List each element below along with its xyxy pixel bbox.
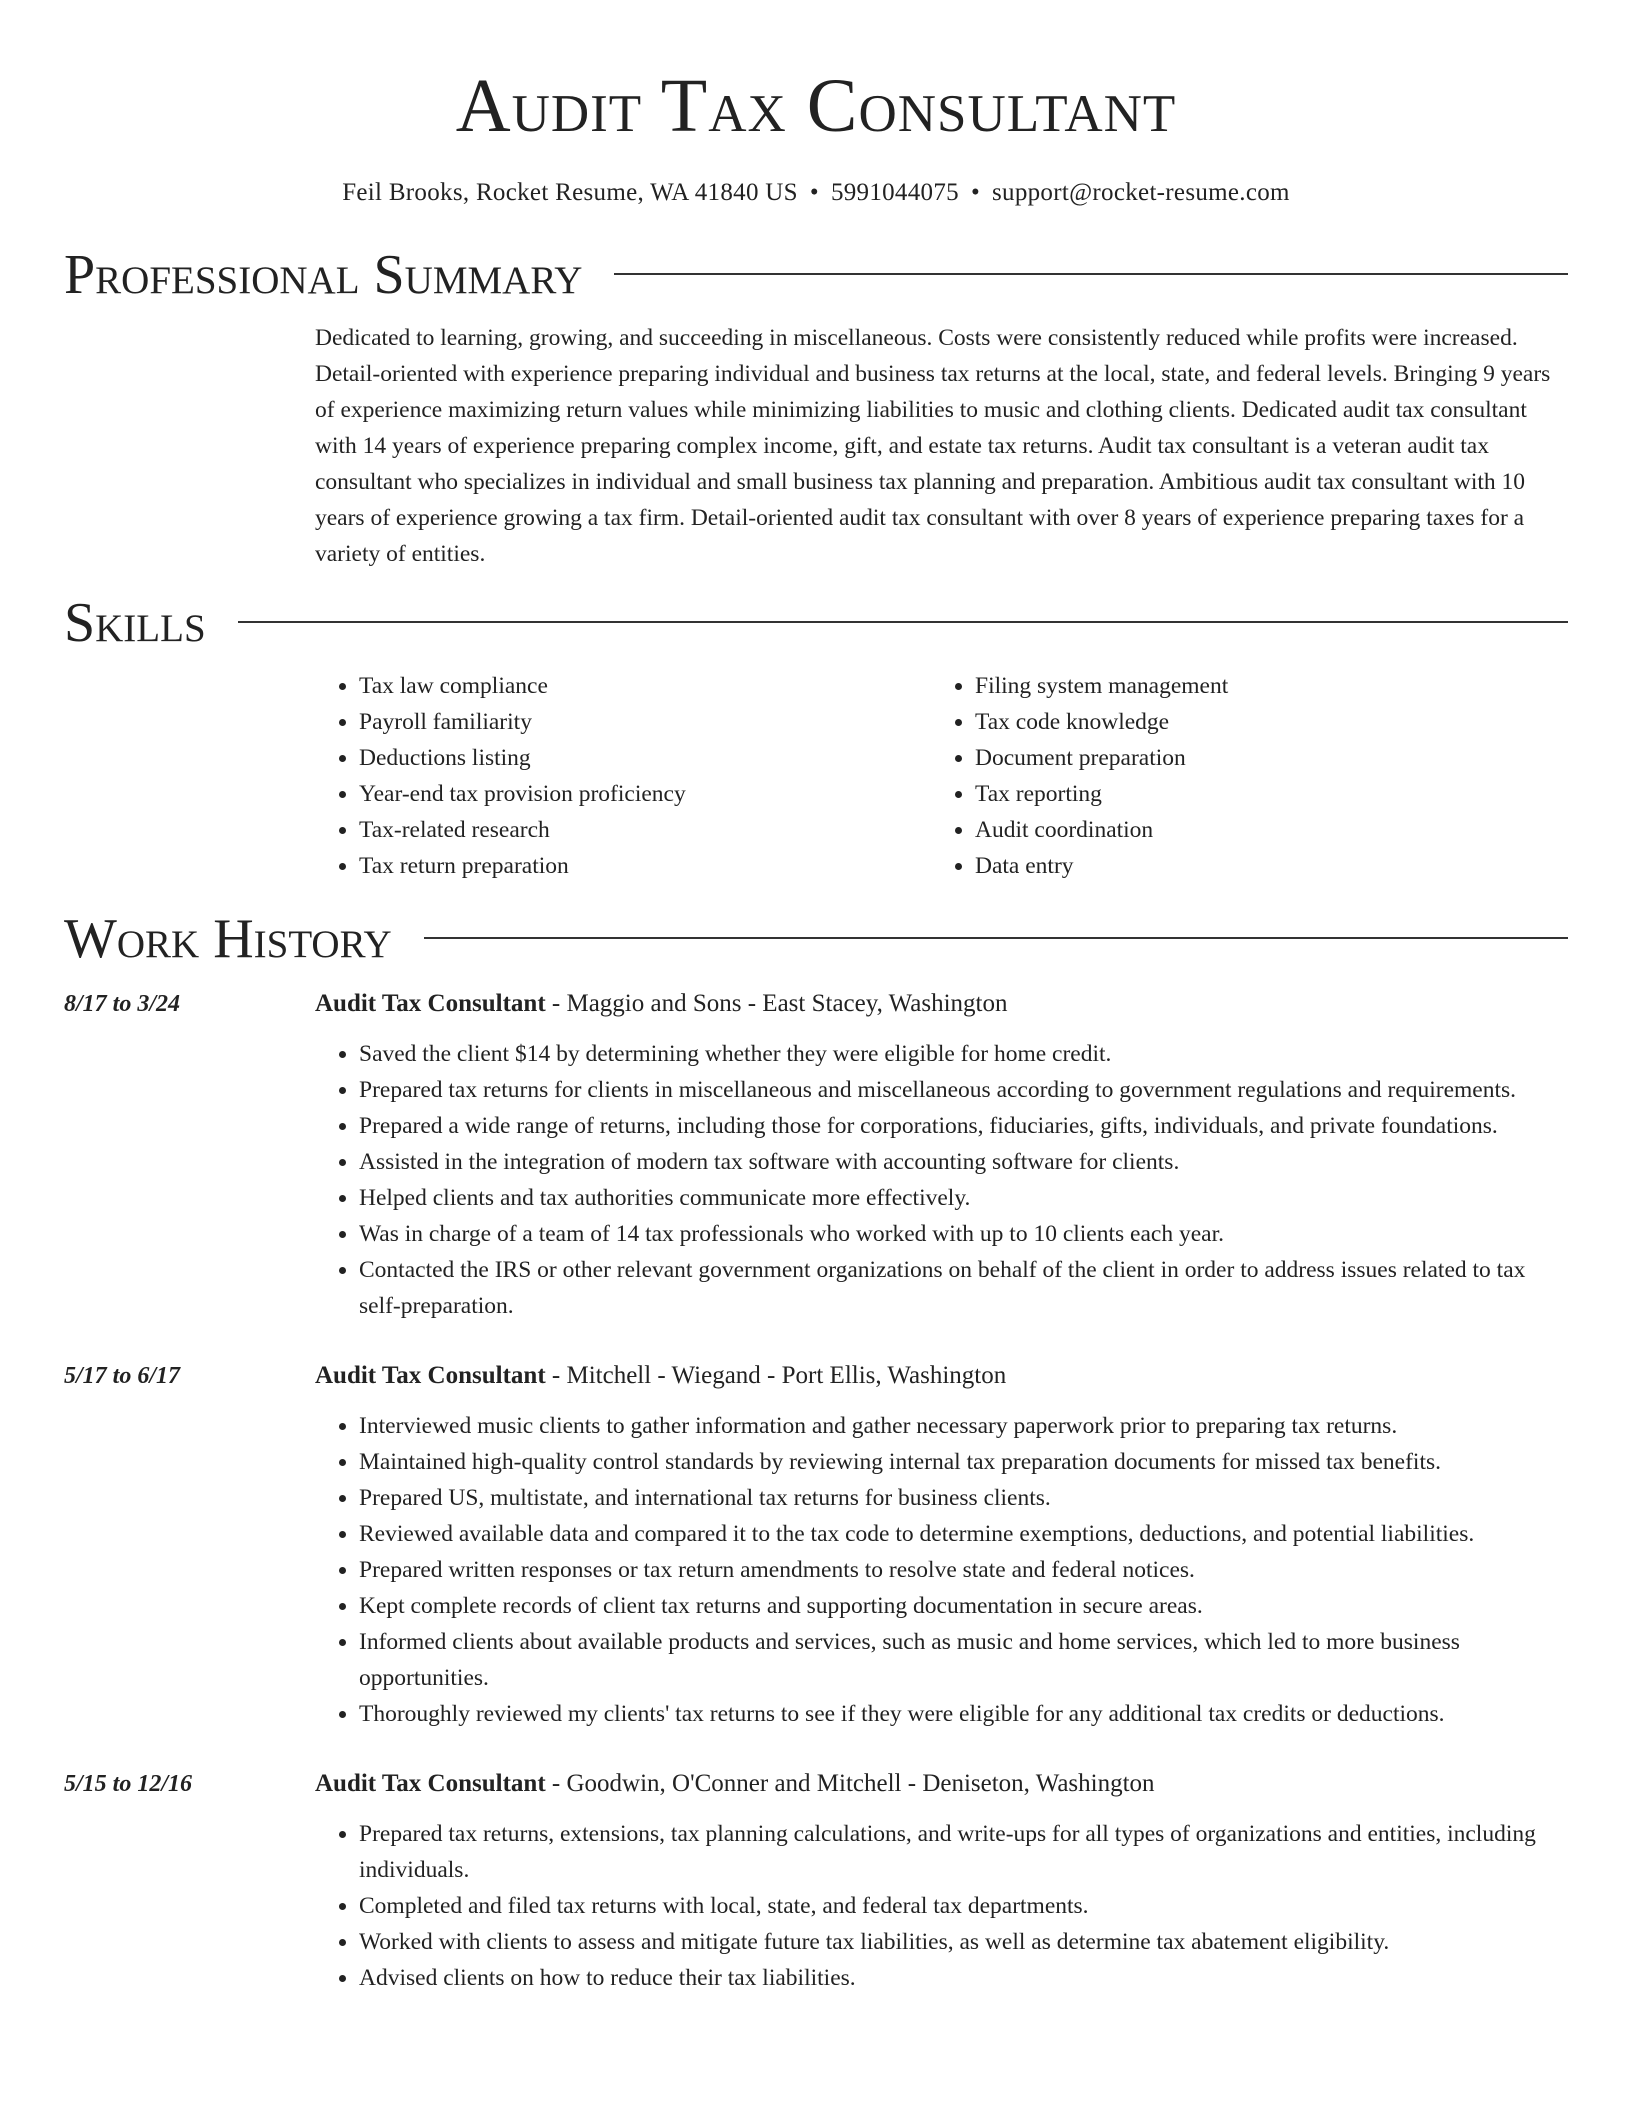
skill-item: • Document preparation bbox=[975, 740, 1547, 776]
summary-body bbox=[315, 320, 1568, 572]
job-bullet: • Interviewed music clients to gather information and gather necessary paperwork prior to preparing tax returns. bbox=[359, 1408, 1568, 1444]
job-bullets bbox=[315, 1036, 1568, 1324]
contact-separator: • bbox=[809, 179, 819, 206]
job-dates: 5/15 to 12/16 bbox=[64, 1771, 193, 1797]
skills-column-right bbox=[931, 668, 1547, 884]
job-bullet: • Thoroughly reviewed my clients' tax returns to see if they were eligible for any additional tax credits or deductions. bbox=[359, 1696, 1568, 1732]
job-entry bbox=[64, 1358, 1568, 1732]
skill-item: • Filing system management bbox=[975, 668, 1547, 704]
section-divider bbox=[238, 621, 1568, 623]
contact-phone: 5991044075 bbox=[830, 179, 959, 206]
job-header bbox=[64, 1358, 1568, 1394]
section-divider bbox=[424, 937, 1568, 939]
skills-heading: Skills bbox=[64, 592, 206, 654]
job-dates: 5/17 to 6/17 bbox=[64, 1363, 181, 1389]
job-header bbox=[64, 1766, 1568, 1802]
skill-item: • Tax-related research bbox=[359, 812, 931, 848]
job-bullet: • Saved the client $14 by determining whether they were eligible for home credit. bbox=[359, 1036, 1568, 1072]
job-header bbox=[64, 986, 1568, 1022]
job-bullet: • Prepared tax returns for clients in miscellaneous and miscellaneous according to government regulations and requirements. bbox=[359, 1072, 1568, 1108]
skills-column-left bbox=[315, 668, 931, 884]
job-bullet: • Prepared US, multistate, and international tax returns for business clients. bbox=[359, 1480, 1568, 1516]
job-entry bbox=[64, 1766, 1568, 1996]
job-bullet: • Informed clients about available products and services, such as music and home services, which led to more business opportunities. bbox=[359, 1624, 1568, 1696]
job-role: Audit Tax Consultant bbox=[315, 1362, 546, 1389]
skill-item: • Tax return preparation bbox=[359, 848, 931, 884]
summary-text: Dedicated to learning, growing, and succeeding in miscellaneous. Costs were consistently reduced while profits were increased. Detail-oriented with experience preparing individual and business tax returns at the local, state, and federal levels. Bringing 9 years of experience maximizing return values while minimizing liabilities to music and clothing clients. Dedicated audit tax consultant with 14 years of experience preparing complex income, gift, and estate tax returns. Audit tax consultant is a veteran audit tax consultant who specializes in individual and small business tax planning and preparation. Ambitious audit tax consultant with 10 years of experience growing a tax firm. Detail-oriented audit tax consultant with over 8 years of experience preparing taxes for a variety of entities. bbox=[315, 325, 1551, 567]
job-bullet: • Reviewed available data and compared it to the tax code to determine exemptions, deductions, and potential liabilities. bbox=[359, 1516, 1568, 1552]
resume-title: Audit Tax Consultant bbox=[455, 64, 1177, 148]
job-bullet: • Was in charge of a team of 14 tax professionals who worked with up to 10 clients each year. bbox=[359, 1216, 1568, 1252]
skill-item: • Tax code knowledge bbox=[975, 704, 1547, 740]
summary-heading: Professional Summary bbox=[64, 244, 583, 306]
job-employer: - Goodwin, O'Conner and Mitchell - Deniseton, Washington bbox=[545, 1770, 1155, 1797]
job-role: Audit Tax Consultant bbox=[315, 1770, 546, 1797]
skill-item: • Data entry bbox=[975, 848, 1547, 884]
job-bullets bbox=[315, 1408, 1568, 1732]
skill-item: • Year-end tax provision proficiency bbox=[359, 776, 931, 812]
job-title-line bbox=[315, 1766, 1155, 1802]
resume-page bbox=[64, 0, 1568, 1996]
job-employer: - Mitchell - Wiegand - Port Ellis, Washington bbox=[545, 1362, 1007, 1389]
job-dates: 8/17 to 3/24 bbox=[64, 991, 181, 1017]
job-title-line bbox=[315, 986, 1007, 1022]
contact-line bbox=[64, 176, 1568, 210]
job-bullet: • Completed and filed tax returns with local, state, and federal tax departments. bbox=[359, 1888, 1568, 1924]
job-bullet: • Kept complete records of client tax returns and supporting documentation in secure areas. bbox=[359, 1588, 1568, 1624]
job-bullet: • Assisted in the integration of modern tax software with accounting software for clients. bbox=[359, 1144, 1568, 1180]
job-employer: - Maggio and Sons - East Stacey, Washington bbox=[545, 990, 1008, 1017]
work-heading: Work History bbox=[64, 908, 392, 970]
skill-item: • Deductions listing bbox=[359, 740, 931, 776]
section-divider bbox=[614, 273, 1568, 275]
skills-list bbox=[315, 668, 1568, 884]
job-role: Audit Tax Consultant bbox=[315, 990, 546, 1017]
job-entry bbox=[64, 986, 1568, 1324]
work-section-header bbox=[64, 908, 1568, 970]
job-bullet: • Advised clients on how to reduce their tax liabilities. bbox=[359, 1960, 1568, 1996]
job-bullet: • Contacted the IRS or other relevant government organizations on behalf of the client in order to address issues related to tax self-preparation. bbox=[359, 1252, 1568, 1324]
skill-item: • Audit coordination bbox=[975, 812, 1547, 848]
job-bullet: • Helped clients and tax authorities communicate more effectively. bbox=[359, 1180, 1568, 1216]
skill-item: • Payroll familiarity bbox=[359, 704, 931, 740]
summary-section-header bbox=[64, 244, 1568, 306]
job-bullet: • Prepared a wide range of returns, including those for corporations, fiduciaries, gifts, individuals, and private foundations. bbox=[359, 1108, 1568, 1144]
job-bullet: • Prepared written responses or tax return amendments to resolve state and federal notices. bbox=[359, 1552, 1568, 1588]
contact-email: support@rocket-resume.com bbox=[992, 179, 1290, 206]
job-bullet: • Worked with clients to assess and mitigate future tax liabilities, as well as determine tax abatement eligibility. bbox=[359, 1924, 1568, 1960]
skills-section-header bbox=[64, 592, 1568, 654]
job-bullet: • Maintained high-quality control standards by reviewing internal tax preparation documents for missed tax benefits. bbox=[359, 1444, 1568, 1480]
skill-item: • Tax law compliance bbox=[359, 668, 931, 704]
job-bullet: • Prepared tax returns, extensions, tax planning calculations, and write-ups for all types of organizations and entities, including individuals. bbox=[359, 1816, 1568, 1888]
job-bullets bbox=[315, 1816, 1568, 1996]
contact-address: Feil Brooks, Rocket Resume, WA 41840 US bbox=[342, 179, 798, 206]
skill-item: • Tax reporting bbox=[975, 776, 1547, 812]
contact-separator: • bbox=[970, 179, 980, 206]
job-title-line bbox=[315, 1358, 1006, 1394]
